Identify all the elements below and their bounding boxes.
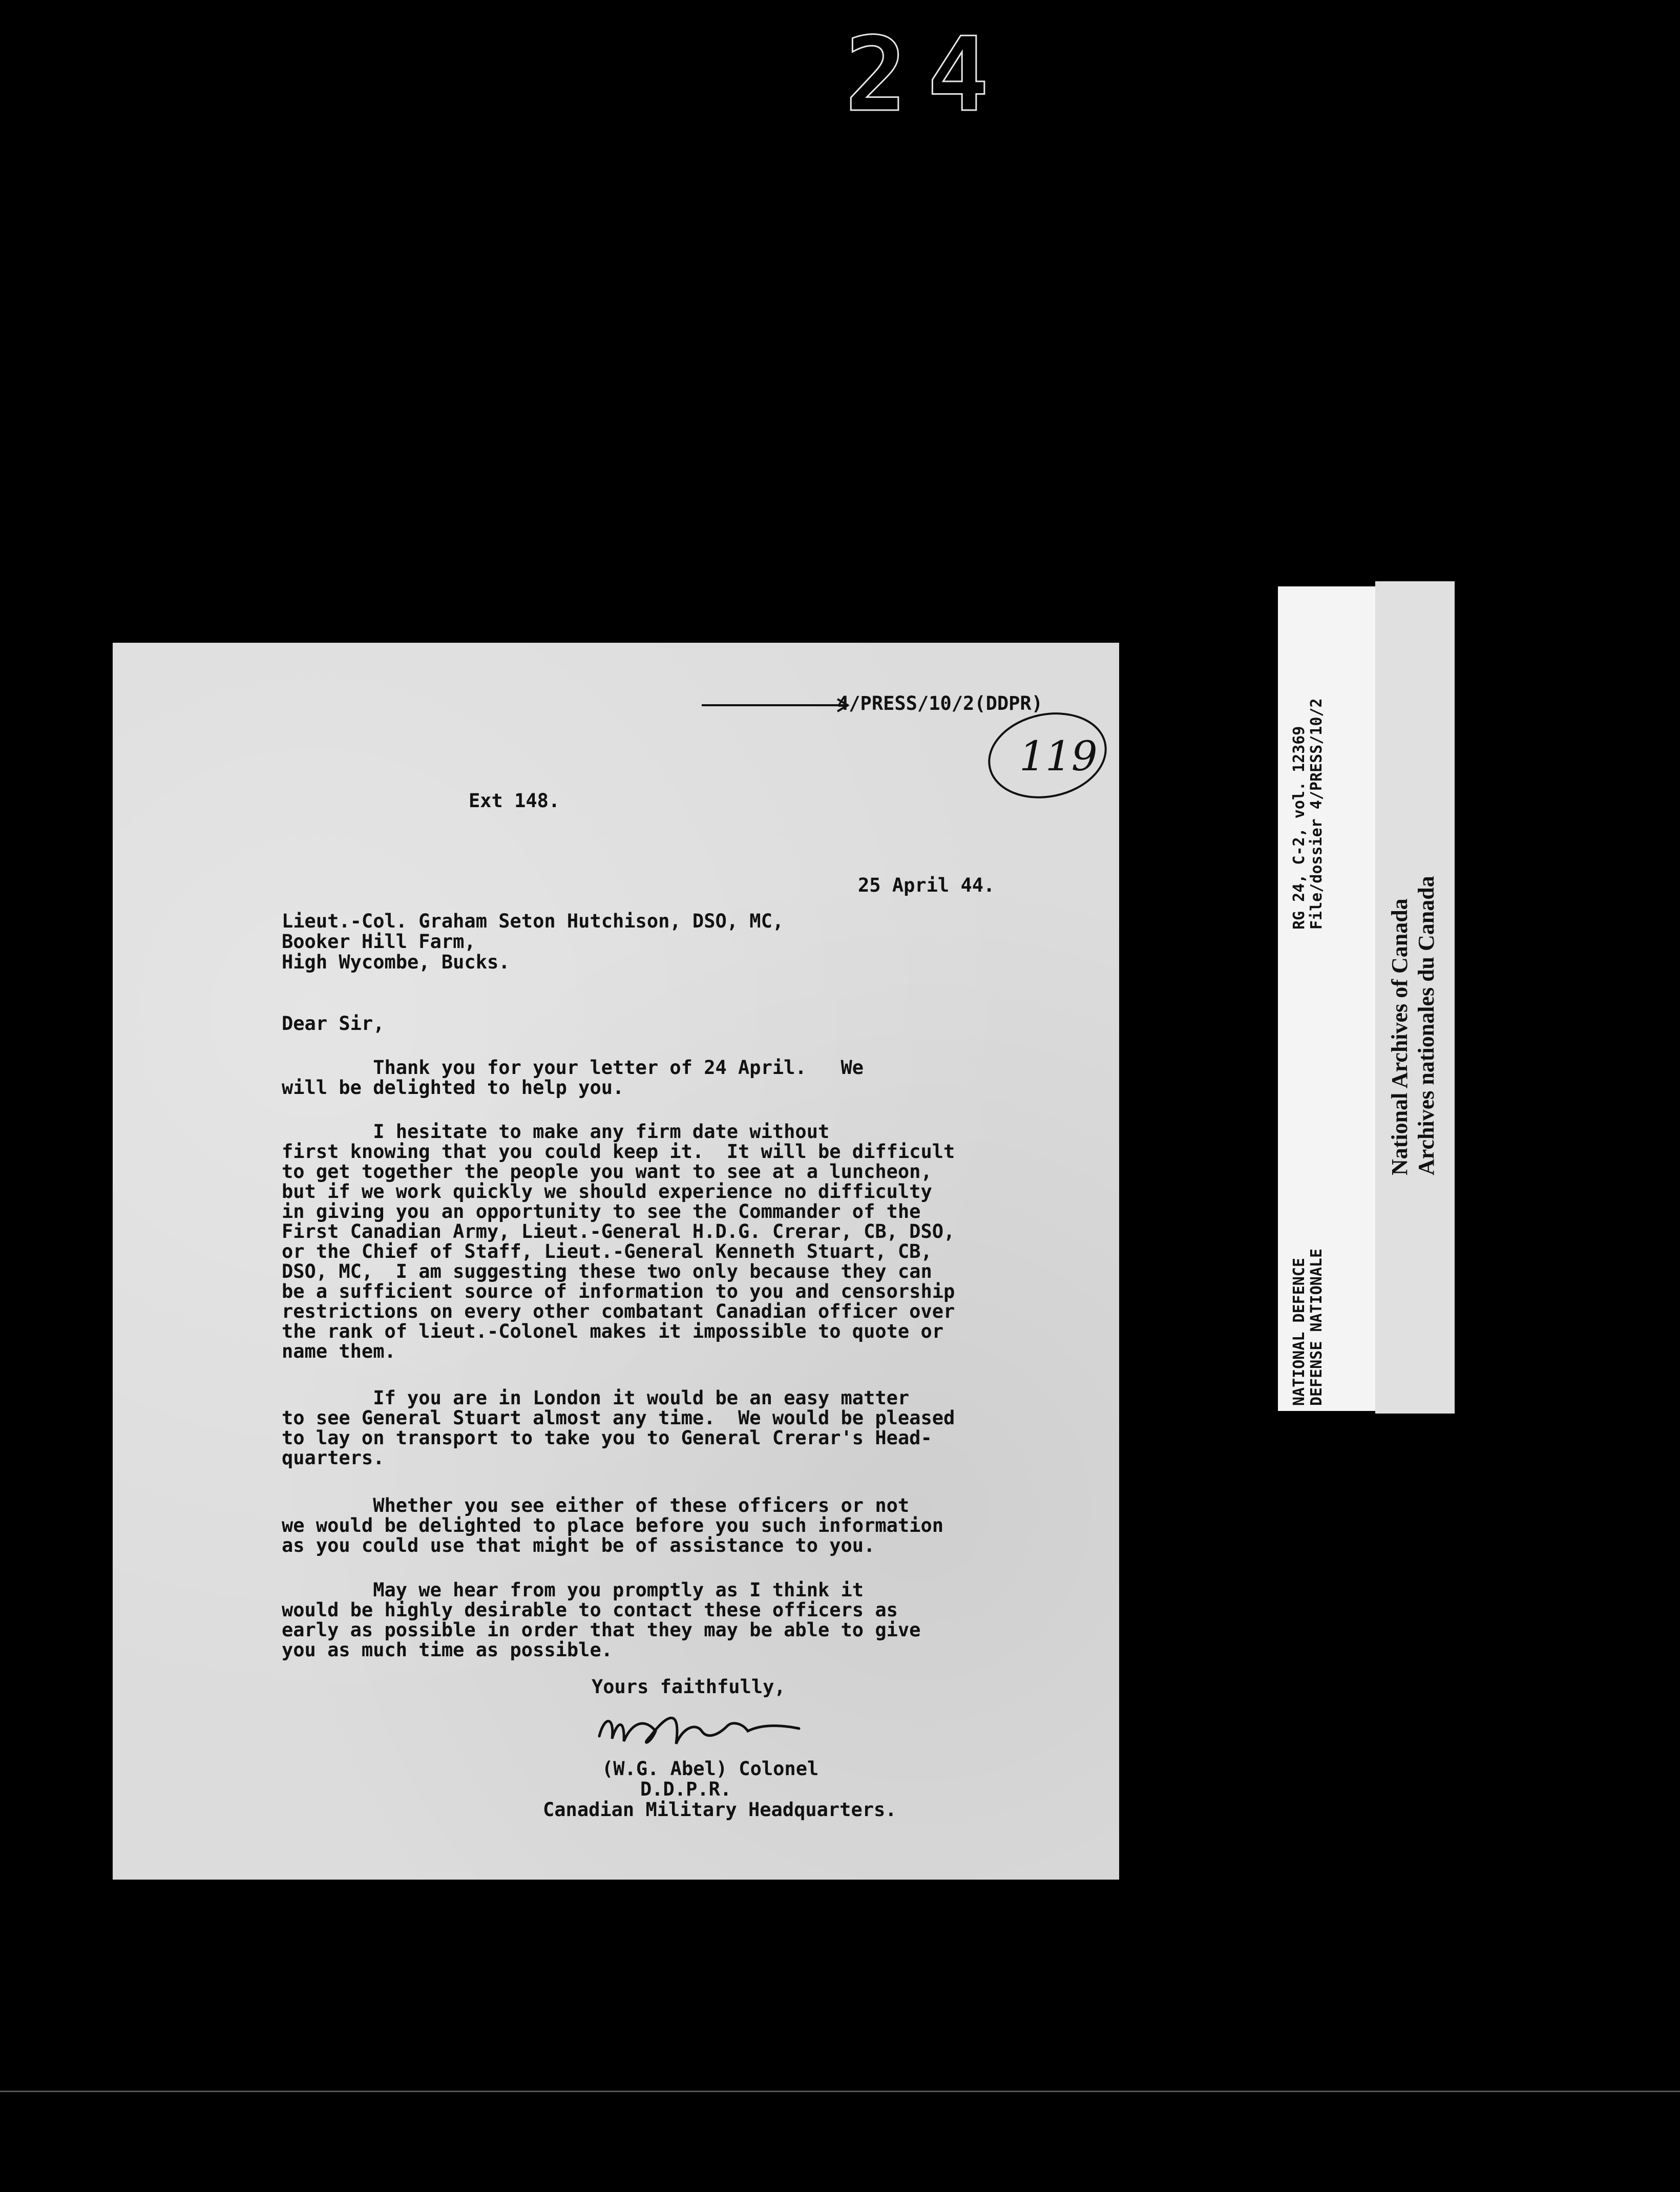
handwritten-signature [594, 1695, 814, 1757]
file-reference: 4/PRESS/10/2(DDPR) [837, 692, 1043, 714]
archives-name-en: National Archives of Canada [1387, 898, 1412, 1175]
archives-name-fr: Archives nationales du Canada [1414, 876, 1439, 1175]
department-name [1291, 1249, 1326, 1406]
salutation: Dear Sir, [282, 1013, 385, 1035]
archives-name [1387, 876, 1440, 1175]
reference-line-1: RG 24, C-2, vol. 12369 [1290, 726, 1308, 930]
body-paragraph: Thank you for your letter of 24 April. We will be delighted to help you. [282, 1057, 864, 1099]
signer-name: (W.G. Abel) Colonel [602, 1758, 819, 1780]
reference-line-2: File/dossier 4/PRESS/10/2 [1308, 698, 1326, 930]
address-line: High Wycombe, Bucks. [282, 951, 510, 973]
address-line: Booker Hill Farm, [282, 931, 476, 953]
letter-page [113, 643, 1119, 1880]
body-paragraph: If you are in London it would be an easy matter to see General Stuart almost any time. We would be pleased to lay on transport to take you to General Crerar's Head- quarters. [282, 1387, 955, 1469]
frame-divider [0, 2091, 1680, 2092]
body-paragraph: May we hear from you promptly as I think it would be highly desirable to contact these officers as early as possible in order that they may be able to give you as much time as possible. [282, 1579, 921, 1661]
extension-number: Ext 148. [469, 790, 560, 812]
signer-title: D.D.P.R. [640, 1778, 732, 1800]
archive-label-institution [1375, 581, 1455, 1414]
folio-number: 119 [1019, 732, 1098, 780]
archive-label-reference [1278, 586, 1375, 1411]
closing: Yours faithfully, [592, 1676, 786, 1698]
letter-date: 25 April 44. [858, 874, 995, 896]
frame-number: 24 [845, 15, 1010, 135]
address-line: Lieut.-Col. Graham Seton Hutchison, DSO, MC, [282, 910, 784, 932]
department-fr: DEFENSE NATIONALE [1308, 1248, 1326, 1406]
organization: Canadian Military Headquarters. [543, 1799, 897, 1821]
body-paragraph: Whether you see either of these officers or not we would be delighted to place before you such information as you could use that might be of assistance to you. [282, 1494, 944, 1556]
department-en: NATIONAL DEFENCE [1290, 1258, 1308, 1406]
body-paragraph: I hesitate to make any firm date without first knowing that you could keep it. It will be difficult to get together the people you want to see at a luncheon, but if we work quickly we should experience no difficulty in giving you an opportunity to see the Commander of the First Canadian Army, Lieut.-General H.D.G. Crerar, CB, DSO, or the Chief of Staff, Lieut.-General Kenneth Stuart, CB, DSO, MC, I am suggesting these two only because they can be a sufficient source of information to you and censorship restrictions on every other combatant Canadian officer over the rank of lieut.-Colonel makes it impossible to quote or name them. [282, 1121, 955, 1362]
archive-reference [1291, 698, 1326, 930]
